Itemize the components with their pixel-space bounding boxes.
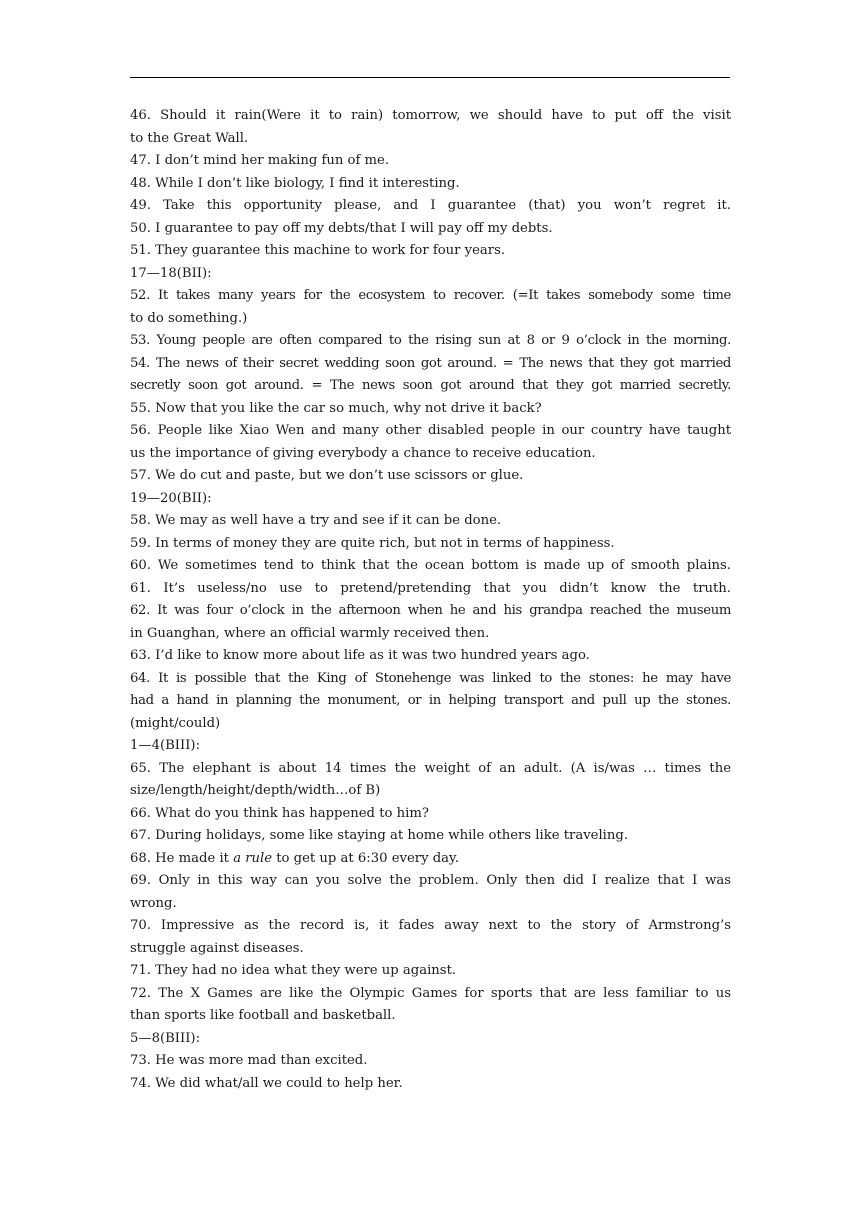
text-line: had a hand in planning the monument, or in helping transport and pull up the stones. [130,693,731,708]
text-line: 74. We did what/all we could to help her. [130,1075,403,1091]
text-line: 19—20(BII): [130,490,212,506]
text-line: wrong. [130,895,177,911]
text-line: 64. It is possible that the King of Stonehenge was linked to the stones: he may have [130,670,731,686]
text-line: 57. We do cut and paste, but we don’t use scissors or glue. [130,468,524,483]
text-line: 59. In terms of money they are quite rich, but not in terms of happiness. [130,535,615,551]
text-line: 65. The elephant is about 14 times the weight of an adult. (A is/was … times the [130,760,731,776]
italic-phrase: a rule [233,850,273,866]
text-line: 49. Take this opportunity please, and I guarantee (that) you won’t regret it. [130,198,731,213]
text-line: 55. Now that you like the car so much, why not drive it back? [130,400,542,416]
text-line: to the Great Wall. [130,130,249,146]
text-line [130,848,731,871]
text-line: 58. We may as well have a try and see if it can be done. [130,513,502,528]
text-segment: to get up at 6:30 every day. [272,850,459,866]
text-line: 52. It takes many years for the ecosystem to recover. (=It takes somebody some time [130,288,731,303]
header-rule [130,77,730,78]
text-line: 46. Should it rain(Were it to rain) tomorrow, we should have to put off the visit [130,108,731,123]
text-line: 67. During holidays, some like staying at home while others like traveling. [130,828,629,843]
text-line: (might/could) [130,715,221,731]
text-line: size/length/height/depth/width…of B) [130,783,381,798]
text-line: 70. Impressive as the record is, it fades away next to the story of Armstrong’s [130,918,731,933]
document-body [130,105,731,1095]
text-line: 51. They guarantee this machine to work for four years. [130,243,506,258]
text-line: 66. What do you think has happened to him? [130,805,429,821]
text-line: 56. People like Xiao Wen and many other disabled people in our country have taught [130,423,731,438]
text-line: 72. The X Games are like the Olympic Games for sports that are less familiar to us [130,985,731,1001]
text-line: 47. I don’t mind her making fun of me. [130,153,390,168]
text-line: 53. Young people are often compared to the rising sun at 8 or 9 o’clock in the morning. [130,333,731,348]
text-line: 71. They had no idea what they were up against. [130,963,457,978]
text-line: in Guanghan, where an official warmly received then. [130,625,490,641]
text-line: 73. He was more mad than excited. [130,1053,368,1068]
text-line: secretly soon got around. = The news soon got around that they got married secretly. [130,378,731,393]
text-line: than sports like football and basketball. [130,1008,396,1023]
text-line: us the importance of giving everybody a chance to receive education. [130,445,596,461]
text-line: 17—18(BII): [130,265,212,281]
text-line: 60. We sometimes tend to think that the ocean bottom is made up of smooth plains. [130,558,731,573]
text-line: 48. While I don’t like biology, I find it interesting. [130,175,460,191]
text-line: 54. The news of their secret wedding soon got around. = The news that they got married [130,355,731,371]
text-line: to do something.) [130,310,248,326]
text-segment: 68. He made it [130,850,234,866]
text-line: 62. It was four o’clock in the afternoon when he and his grandpa reached the museum [130,603,731,618]
text-line: 50. I guarantee to pay off my debts/that I will pay off my debts. [130,220,553,236]
text-line: 63. I’d like to know more about life as it was two hundred years ago. [130,648,590,663]
text-line: 5—8(BIII): [130,1030,201,1046]
text-line: struggle against diseases. [130,940,304,956]
text-line: 69. Only in this way can you solve the problem. Only then did I realize that I was [130,873,731,888]
text-line: 61. It’s useless/no use to pretend/pretending that you didn’t know the truth. [130,580,731,596]
text-line: 1—4(BIII): [130,738,201,753]
